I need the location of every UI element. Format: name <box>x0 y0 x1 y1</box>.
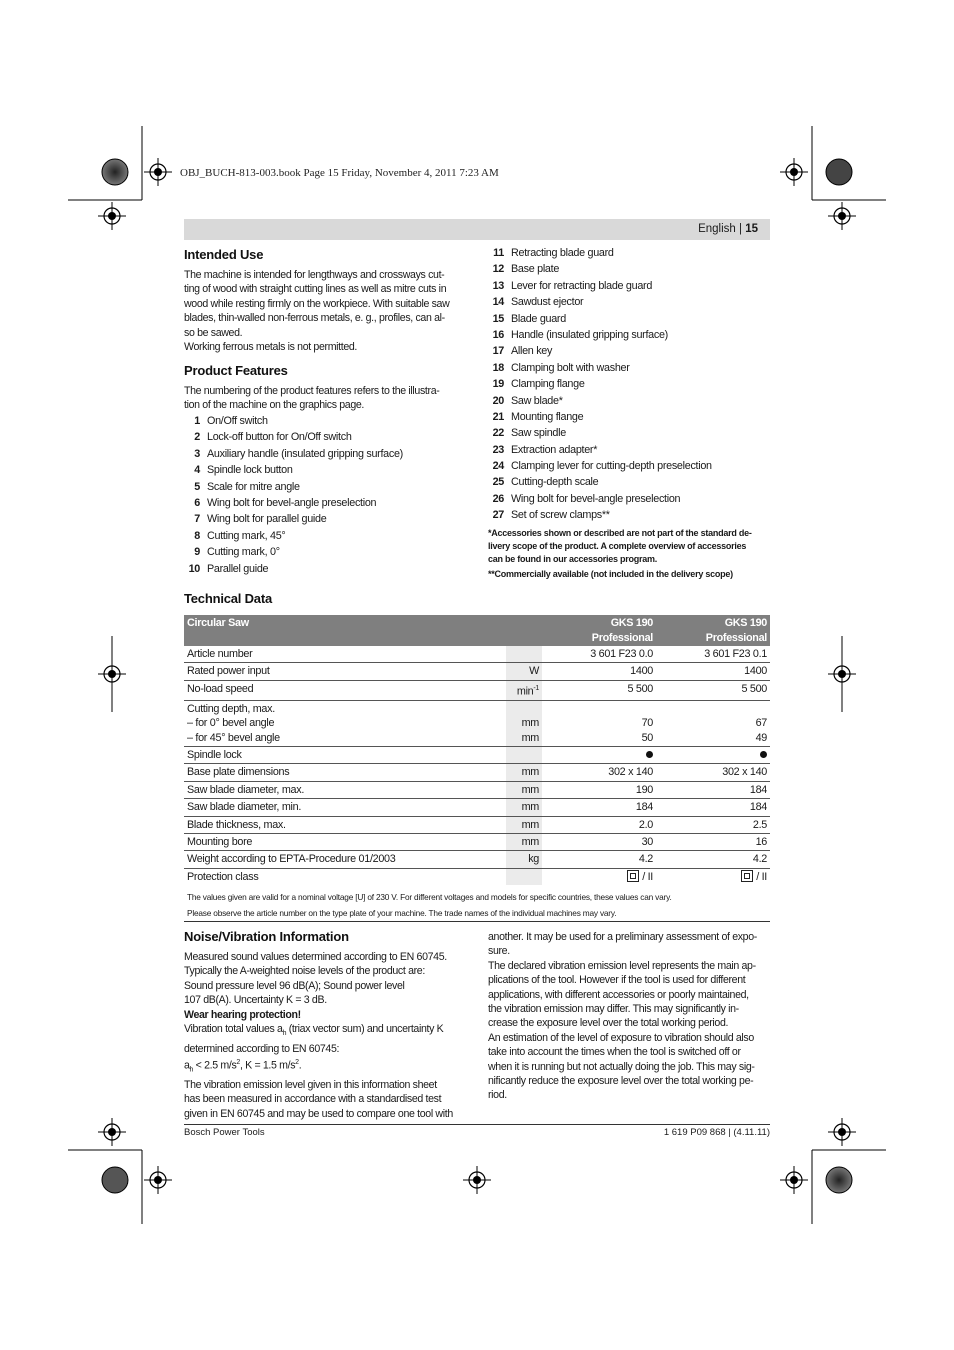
product-features-heading: Product Features <box>184 363 288 378</box>
list-item-label: Allen key <box>511 345 553 358</box>
list-item-number: 1 <box>194 415 200 427</box>
list-item <box>488 411 770 427</box>
list-item <box>184 546 466 562</box>
header-circular-saw: Circular Saw <box>184 615 542 646</box>
table-note-article: Please observe the article number on the type plate of your machine. The trade names of the individual machines may vary. <box>187 908 617 918</box>
bullet-icon <box>760 751 767 758</box>
list-item-number: 18 <box>492 361 504 374</box>
table-row: Weight according to EPTA-Procedure 01/2003 kg 4.2 4.2 <box>184 851 770 868</box>
table-header-row <box>184 615 770 646</box>
list-item-label: Clamping flange <box>511 378 585 391</box>
feature-list-left <box>184 415 466 579</box>
page-header-label: English | 15 <box>698 223 758 235</box>
technical-data-table <box>184 615 770 885</box>
noise-text-right <box>488 930 770 1103</box>
list-item <box>488 460 770 476</box>
protection-class-icon <box>627 870 639 882</box>
list-item-number: 3 <box>194 447 200 460</box>
feature-list-right <box>488 247 770 526</box>
technical-data-heading: Technical Data <box>184 591 272 606</box>
list-item <box>488 296 770 312</box>
table-row-protection-class: Protection class / II / II <box>184 868 770 885</box>
text-line: The declared vibration emission level represents the main ap- <box>488 959 756 972</box>
table-row-cutting-depth: Cutting depth, max. – for 0° bevel angle – for 45° bevel angle mm mm 70 50 67 49 <box>184 700 770 746</box>
list-item-label: Lock-off button for On/Off switch <box>207 431 352 444</box>
list-item-label: Wing bolt for parallel guide <box>207 513 327 526</box>
list-item-label: Retracting blade guard <box>511 247 614 259</box>
list-item-label: Mounting flange <box>511 410 584 423</box>
footer-brand: Bosch Power Tools <box>184 1127 265 1138</box>
table-row: Blade thickness, max. mm 2.0 2.5 <box>184 816 770 833</box>
list-item <box>184 481 466 497</box>
list-item <box>488 313 770 329</box>
list-item <box>488 509 770 525</box>
technical-data-heading-wrap <box>184 591 272 606</box>
list-item-number: 5 <box>194 480 200 493</box>
list-item <box>488 263 770 279</box>
text-line: the vibration emission may differ. This may significantly in- <box>488 1003 739 1016</box>
page-header <box>184 219 770 240</box>
text-line: when it is running but not actually doing the job. This may sig- <box>488 1060 755 1073</box>
list-item <box>184 513 466 529</box>
list-item <box>184 464 466 480</box>
header-model-1: GKS 190 Professional <box>542 615 656 646</box>
list-item-number: 12 <box>492 263 504 276</box>
noise-heading: Noise/Vibration Information <box>184 929 349 944</box>
list-item-label: Auxiliary handle (insulated gripping surface) <box>207 447 403 460</box>
text-line: take into account the times when the tool is switched off or <box>488 1046 741 1059</box>
table-row-spindle-lock: Spindle lock <box>184 747 770 764</box>
commercial-footnote: **Commercially available (not included in the delivery scope) <box>488 569 733 580</box>
list-item-label: Cutting mark, 45° <box>207 529 286 542</box>
list-item-label: Extraction adapter* <box>511 443 598 456</box>
list-item-number: 26 <box>492 492 504 505</box>
text-line: sure. <box>488 945 510 958</box>
text-line: wood while resting firmly on the workpiece. With suitable saw <box>184 297 450 310</box>
list-item-label: Wing bolt for bevel-angle preselection <box>511 492 681 505</box>
text-line: An estimation of the level of exposure to vibration should also <box>488 1031 754 1044</box>
footer-doc-number: 1 619 P09 868 | (4.11.11) <box>663 1127 770 1138</box>
footnote-line: *Accessories shown or described are not part of the standard de- <box>488 528 752 538</box>
list-item-number: 19 <box>492 378 504 391</box>
list-item-label: Cutting mark, 0° <box>207 546 280 559</box>
list-item-number: 13 <box>492 279 504 292</box>
list-item-number: 16 <box>492 328 504 341</box>
list-item <box>488 345 770 361</box>
list-item-label: Saw blade* <box>511 394 563 407</box>
text-line: riod. <box>488 1089 507 1102</box>
table-row: No-load speed $\min^{-1}$ 5 500 5 500 <box>184 680 770 700</box>
table-row: Saw blade diameter, max. mm 190 184 <box>184 781 770 798</box>
list-item <box>184 448 466 464</box>
table-row: Article number 3 601 F23 0.0 3 601 F23 0.1 <box>184 646 770 663</box>
protection-class-icon <box>741 870 753 882</box>
list-item-number: 25 <box>492 476 504 489</box>
list-item-number: 17 <box>492 345 504 358</box>
list-item-label: Clamping lever for cutting-depth preselection <box>511 460 712 473</box>
list-item-label: Set of screw clamps** <box>511 509 610 522</box>
list-item-number: 7 <box>194 513 200 526</box>
list-item <box>488 476 770 492</box>
list-item-number: 9 <box>194 546 200 559</box>
list-item-label: Sawdust ejector <box>511 296 584 309</box>
list-item-number: 22 <box>492 427 504 440</box>
list-item <box>184 530 466 546</box>
table-row: Rated power input W 1400 1400 <box>184 663 770 680</box>
list-item-label: Blade guard <box>511 312 566 325</box>
text-line: The numbering of the product features refers to the illustra- <box>184 385 440 397</box>
text-line: ting of wood with straight cutting lines as well as mitre cuts in <box>184 283 447 296</box>
list-item-label: Handle (insulated gripping surface) <box>511 328 668 341</box>
text-line: applications, with different accessories or poorly maintained, <box>488 988 749 1001</box>
list-item-label: Saw spindle <box>511 427 566 440</box>
text-line: tion of the machine on the graphics page. <box>184 399 365 412</box>
list-item-label: Cutting-depth scale <box>511 476 599 489</box>
product-features-intro <box>184 384 466 413</box>
table-row: Base plate dimensions mm 302 x 140 302 x 140 <box>184 764 770 781</box>
text-line: plications of the tool. However if the tool is used for different <box>488 974 746 987</box>
accessories-footnote <box>488 527 770 581</box>
list-item-number: 20 <box>492 394 504 407</box>
product-features-section <box>184 363 466 413</box>
list-item <box>184 497 466 513</box>
text-line: nificantly reduce the exposure level over the total working pe- <box>488 1075 754 1088</box>
print-slug: OBJ_BUCH-813-003.book Page 15 Friday, November 4, 2011 7:23 AM <box>180 167 499 179</box>
header-model-2: GKS 190 Professional <box>656 615 770 646</box>
list-item <box>488 329 770 345</box>
list-item-label: Parallel guide <box>207 562 269 575</box>
list-item <box>488 444 770 460</box>
list-item <box>488 395 770 411</box>
hearing-protection-warning: Wear hearing protection! <box>184 1008 301 1021</box>
list-item-label: On/Off switch <box>207 415 268 427</box>
list-item-label: Base plate <box>511 263 560 276</box>
table-notes <box>184 889 770 922</box>
table-note-voltage: The values given are valid for a nominal voltage [U] of 230 V. For different voltages and models for specific countries, these values can vary. <box>187 892 672 902</box>
text-line: another. It may be used for a preliminary assessment of expo- <box>488 931 757 943</box>
footnote-line: livery scope of the product. A complete overview of accessories <box>488 540 747 551</box>
intended-use-text <box>184 268 466 354</box>
list-item-label: Clamping bolt with washer <box>511 361 630 374</box>
list-item <box>488 427 770 443</box>
list-item <box>184 415 466 431</box>
list-item-number: 27 <box>492 509 504 522</box>
list-item <box>184 431 466 447</box>
list-item-label: Wing bolt for bevel-angle preselection <box>207 496 377 509</box>
page-number: 15 <box>745 223 758 235</box>
text-line: Working ferrous metals is not permitted. <box>184 341 358 354</box>
footnote-line: can be found in our accessories program. <box>488 553 658 564</box>
list-item-label: Spindle lock button <box>207 464 293 477</box>
list-item-number: 21 <box>492 410 504 423</box>
list-item <box>488 362 770 378</box>
page-footer <box>184 1124 770 1138</box>
list-item-number: 2 <box>194 431 200 444</box>
list-item <box>488 378 770 394</box>
text-line: The machine is intended for lengthways and crossways cut- <box>184 269 445 281</box>
list-item-label: Lever for retracting blade guard <box>511 279 653 292</box>
list-item <box>184 563 466 579</box>
table-row: Mounting bore mm 30 16 <box>184 834 770 851</box>
list-item <box>488 247 770 263</box>
list-item-number: 14 <box>492 296 504 309</box>
intended-use-section <box>184 247 466 354</box>
list-item-number: 11 <box>493 247 504 259</box>
text-line: so be sawed. <box>184 326 243 339</box>
list-item <box>488 280 770 296</box>
list-item <box>488 493 770 509</box>
list-item-number: 15 <box>492 312 504 325</box>
bullet-icon <box>646 751 653 758</box>
list-item-number: 4 <box>194 464 200 477</box>
list-item-number: 24 <box>492 460 504 473</box>
text-line: crease the exposure level over the total working period. <box>488 1017 729 1030</box>
list-item-label: Scale for mitre angle <box>207 480 300 493</box>
intended-use-heading: Intended Use <box>184 247 264 262</box>
list-item-number: 10 <box>188 562 200 575</box>
noise-section: Noise/Vibration Information Measured sound values determined according to EN 60745. Typically the A-weighted noise levels of the product are: Sound pressure level 96 dB(A); Sound power level 107 dB(A). Uncertainty K = 3 dB. Wear hearing protection! Vibration total values $a_h$ (triax vector sum) and uncertainty K determined according to EN 60745: $a_h < 2.5$ $m/s^2$, K = 1.5 $m/s^2$. The vibration emission level given in this information sheet has been measured in accordance with a standardised test given in EN 60745 and may be used to compare one tool with <box>184 929 466 1121</box>
list-item-number: 23 <box>492 443 504 456</box>
table-row: Saw blade diameter, min. mm 184 184 <box>184 799 770 816</box>
list-item-number: 8 <box>194 529 200 542</box>
list-item-number: 6 <box>194 496 200 509</box>
text-line: blades, thin-walled non-ferrous metals, e. g., profiles, can al- <box>184 312 445 325</box>
